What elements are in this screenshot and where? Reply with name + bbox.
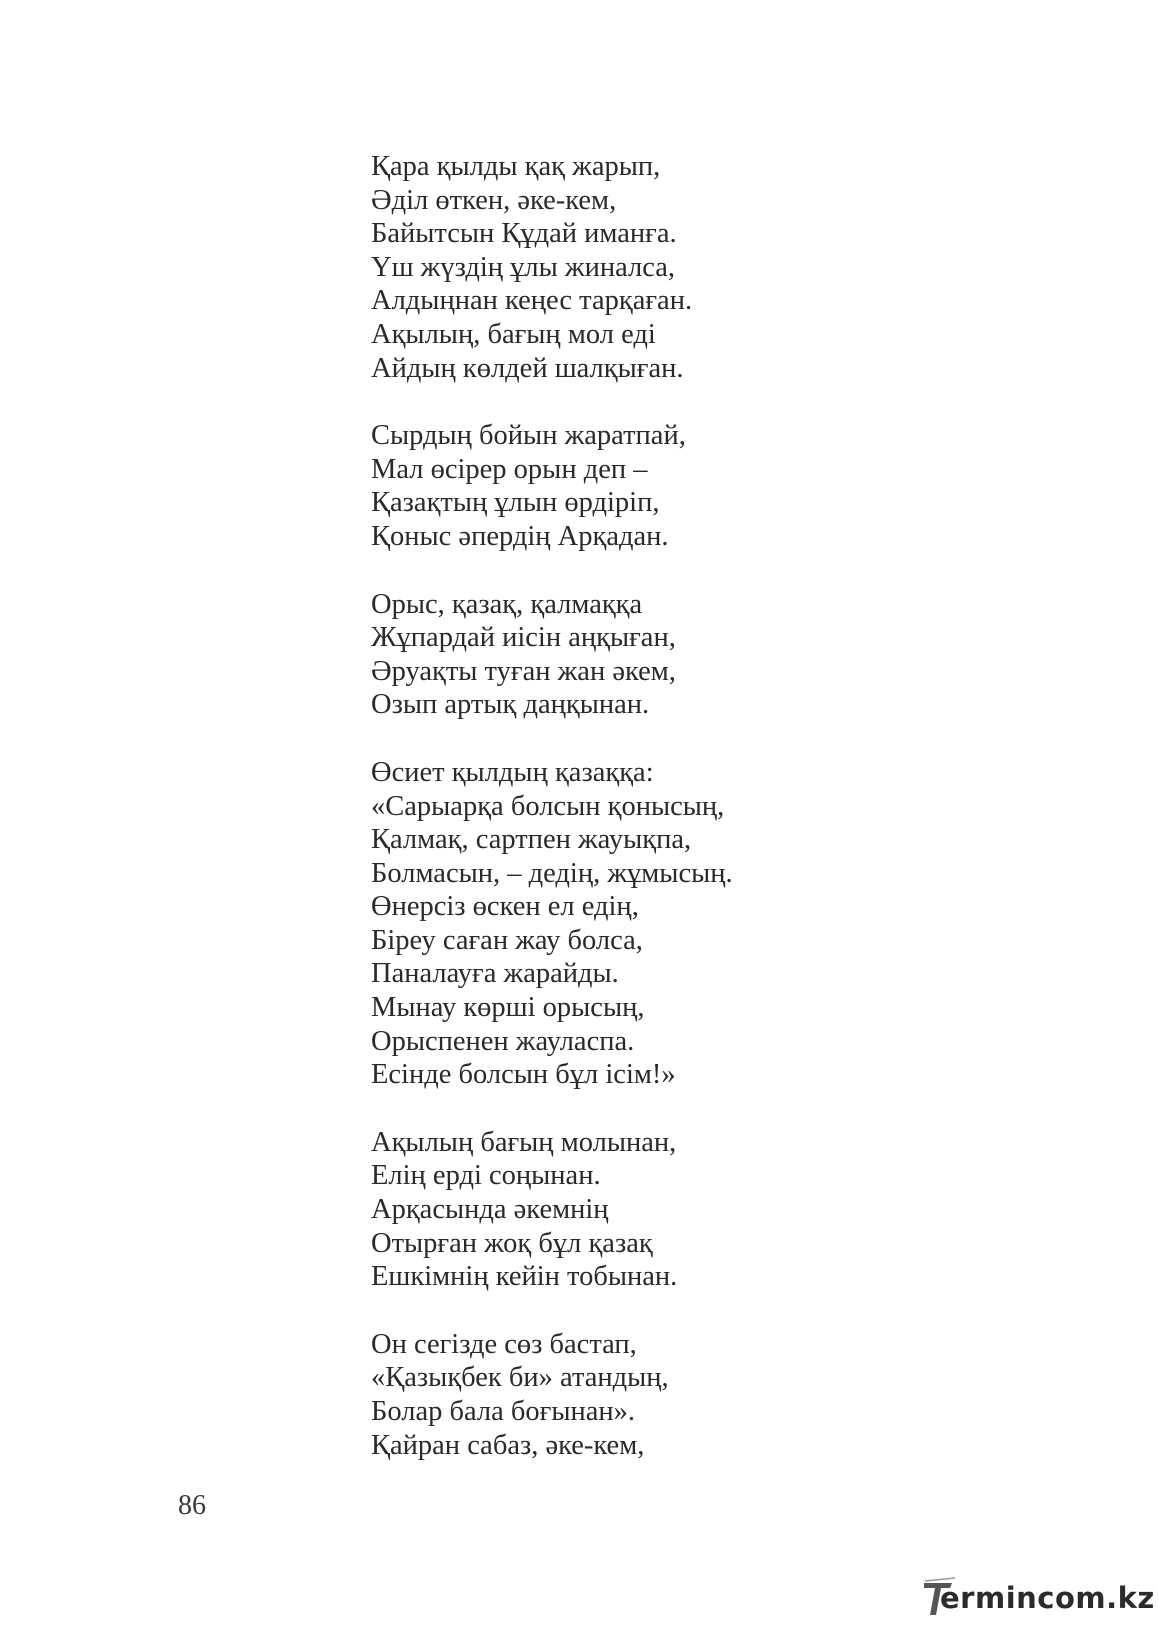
poem-line: Қара қылды қақ жарып, (371, 151, 661, 182)
poem-line: Өнерсіз өскен ел едің, (371, 891, 639, 923)
poem-line: Орыс, қазақ, қалмаққа (371, 588, 643, 620)
poem-body (371, 150, 1011, 1496)
poem-line: Үш жүздің ұлы жиналса, (371, 251, 675, 283)
poem-line: Озып артық даңқынан. (371, 689, 650, 721)
poem-line: Өсиет қылдың қазаққа: (371, 756, 654, 788)
poem-line: «Қазықбек би» атандың, (371, 1362, 669, 1394)
stanza (371, 1126, 1011, 1294)
stanza (371, 419, 1011, 553)
poem-line: Байытсын Құдай иманға. (371, 218, 677, 250)
poem-line: Болмасын, – дедің, жұмысың. (371, 857, 733, 889)
poem-line: Есінде болсын бұл ісім!» (371, 1059, 676, 1091)
watermark-text: ermincom.kz (940, 1581, 1155, 1615)
watermark-logo (922, 1575, 1155, 1619)
poem-line: Паналауға жарайды. (371, 958, 619, 990)
poem-line: Қазақтың ұлын өрдіріп, (371, 487, 660, 519)
poem-line: Болар бала боғынан». (371, 1396, 636, 1427)
poem-line: Сырдың бойын жаратпай, (371, 420, 686, 452)
poem-line: Елің ерді соңынан. (371, 1160, 601, 1192)
poem-line: Жұпардай иісін аңқыған, (371, 622, 676, 654)
page-number: 86 (178, 1490, 206, 1521)
poem-line: Қоныс әпердің Арқадан. (371, 520, 669, 552)
poem-line: Біреу саған жау болса, (371, 924, 643, 956)
poem-line: Орыспенен жауласпа. (371, 1025, 635, 1057)
poem-line: Мынау көрші орысың, (371, 992, 645, 1024)
poem-line: Арқасында әкемнің (371, 1194, 609, 1226)
poem-line: Әруақты туған жан әкем, (371, 655, 676, 687)
stanza (371, 150, 1011, 385)
poem-line: Айдың көлдей шалқыған. (371, 352, 684, 384)
poem-line: Ешкімнің кейін тобынан. (371, 1261, 678, 1293)
stanza (371, 588, 1011, 722)
poem-line: Ақылың, бағың мол еді (371, 318, 656, 350)
stanza (371, 1328, 1011, 1462)
poem-line: Қалмақ, сартпен жауықпа, (371, 824, 692, 856)
poem-line: Он сегізде сөз бастап, (371, 1328, 637, 1360)
poem-line: Алдыңнан кеңес тарқаған. (371, 285, 693, 317)
poem-line: Қайран сабаз, әке-кем, (371, 1429, 645, 1461)
poem-line: Әділ өткен, әке-кем, (371, 184, 617, 216)
stanza (371, 756, 1011, 1092)
poem-line: Мал өсірер орын деп – (371, 453, 648, 485)
poem-line: Ақылың бағың молынан, (371, 1126, 677, 1158)
poem-line: «Сарыарқа болсын қонысың, (371, 790, 725, 822)
poem-line: Отырған жоқ бұл қазақ (371, 1227, 653, 1259)
